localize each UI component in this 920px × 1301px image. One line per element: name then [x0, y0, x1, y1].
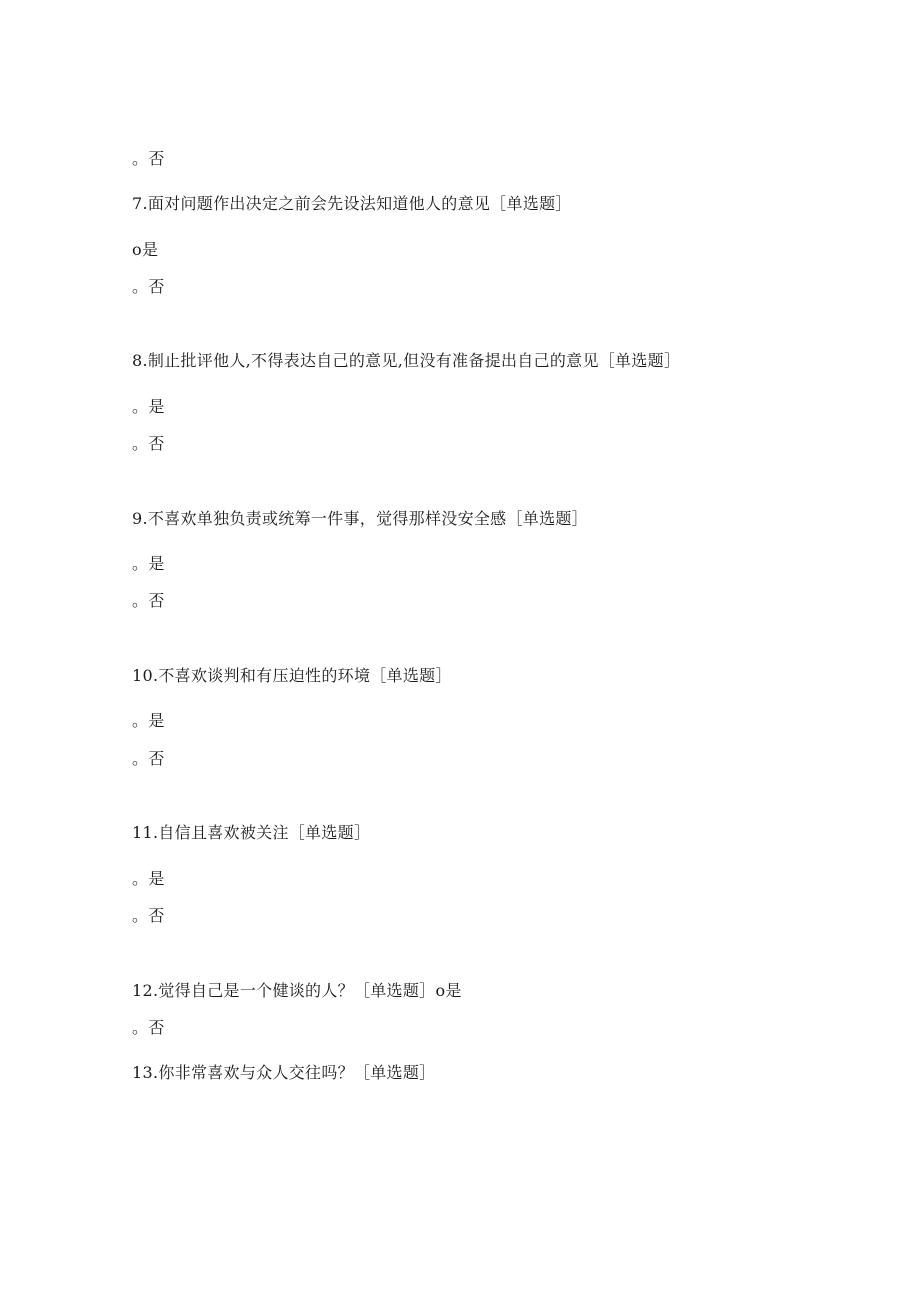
question-12 [132, 981, 462, 1001]
question-9 [132, 509, 588, 529]
question-text: .面对问题作出决定之前会先设法知道他人的意见［单选题］ [142, 194, 572, 213]
radio-marker: 。 [132, 749, 149, 768]
question-7 [132, 194, 572, 214]
option-label: 否 [148, 434, 165, 453]
option-no[interactable] [132, 434, 165, 454]
question-text: .制止批评他人,不得表达自己的意见,但没有准备提出自己的意见［单选题］ [142, 351, 681, 370]
radio-marker: 。 [132, 591, 149, 610]
option-no[interactable] [132, 906, 165, 926]
question-13 [132, 1063, 435, 1083]
option-no[interactable] [132, 277, 165, 297]
radio-marker: 。 [132, 434, 149, 453]
option-label: 否 [148, 149, 165, 168]
option-label: 是 [148, 869, 165, 888]
option-label: 是 [148, 554, 165, 573]
question-text: .不喜欢谈判和有压迫性的环境［单选题］ [152, 666, 452, 685]
question-number: 12 [132, 981, 153, 1000]
option-no[interactable] [132, 591, 165, 611]
option-yes[interactable] [132, 554, 165, 574]
option-label: 是 [148, 397, 165, 416]
option-label: 否 [148, 906, 165, 925]
option-no[interactable] [132, 149, 165, 169]
option-yes[interactable] [132, 240, 158, 260]
question-number: 8 [132, 351, 143, 370]
question-number: 11 [132, 823, 153, 842]
option-label: 否 [148, 277, 165, 296]
question-text: .自信且喜欢被关注［单选题］ [152, 823, 371, 842]
question-text: .觉得自己是一个健谈的人？［单选题］o是 [152, 981, 462, 1000]
radio-marker: 。 [132, 869, 149, 888]
option-label: 否 [148, 1018, 165, 1037]
radio-marker: 。 [132, 906, 149, 925]
option-no[interactable] [132, 749, 165, 769]
question-10 [132, 666, 452, 686]
option-label: 否 [148, 591, 165, 610]
question-number: 7 [132, 194, 143, 213]
question-number: 9 [132, 509, 143, 528]
question-number: 13 [132, 1063, 153, 1082]
radio-marker: 。 [132, 397, 149, 416]
option-label: 是 [148, 711, 165, 730]
option-yes[interactable] [132, 869, 165, 889]
radio-marker: 。 [132, 554, 149, 573]
radio-marker: 。 [132, 1018, 149, 1037]
question-text: .你非常喜欢与众人交往吗？［单选题］ [152, 1063, 436, 1082]
option-label: 否 [148, 749, 165, 768]
question-8 [132, 351, 680, 371]
question-number: 10 [132, 666, 153, 685]
radio-marker: 。 [132, 277, 149, 296]
option-label: 是 [141, 240, 159, 259]
option-no[interactable] [132, 1018, 165, 1038]
radio-marker: o [132, 240, 142, 259]
question-11 [132, 823, 370, 843]
radio-marker: 。 [132, 149, 149, 168]
question-text: .不喜欢单独负责或统筹一件事，觉得那样没安全感［单选题］ [142, 509, 588, 528]
option-yes[interactable] [132, 711, 165, 731]
radio-marker: 。 [132, 711, 149, 730]
option-yes[interactable] [132, 397, 165, 417]
